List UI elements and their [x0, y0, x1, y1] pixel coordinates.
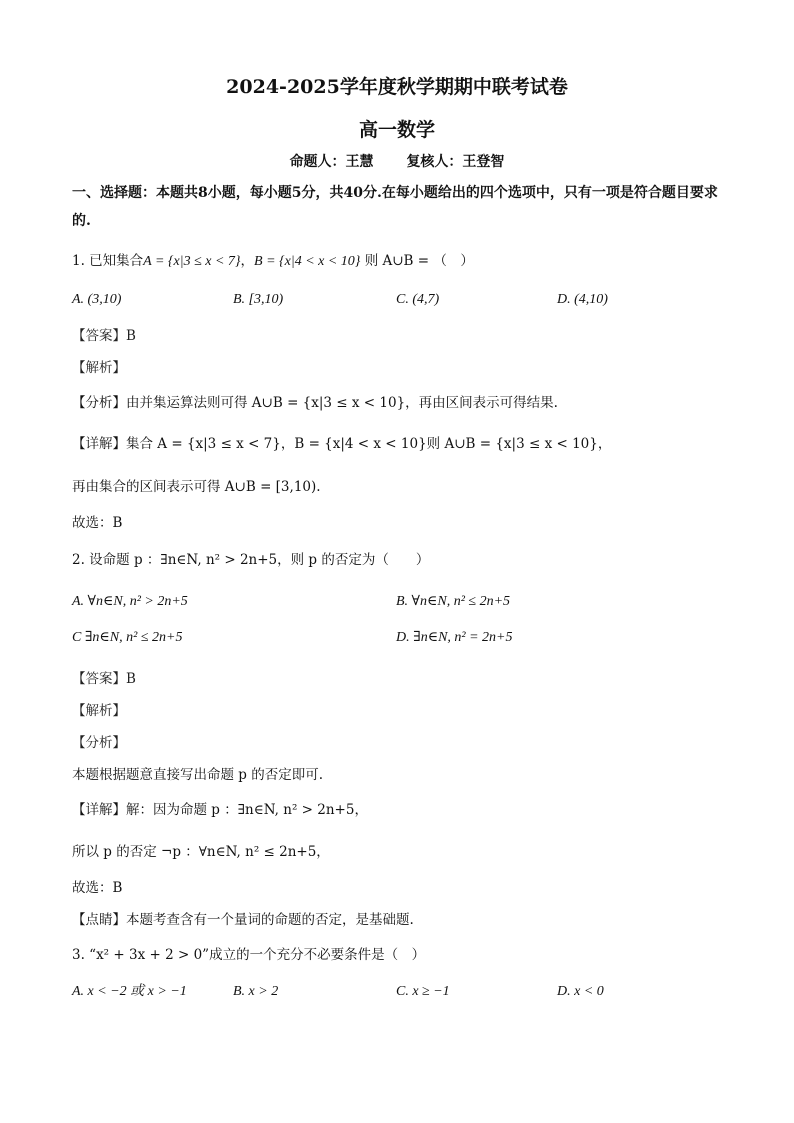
- q1-comma: ，: [240, 253, 255, 269]
- q1-prefix: 1. 已知集合: [72, 253, 144, 269]
- q2-option-b: B. ∀n∈N, n² ≤ 2n+5: [396, 594, 511, 609]
- question-2-stem: 2. 设命题 p ：∃n∈N, n² > 2n+5，则 p 的否定为（ ）: [72, 552, 430, 568]
- q1-set-a: A = {x|3 ≤ x < 7}: [143, 254, 241, 269]
- exam-subject: 高一数学: [358, 119, 435, 141]
- q1-analysis-tag: 【解析】: [72, 360, 126, 376]
- author-line: [0, 151, 794, 171]
- q2-option-c: C ∃n∈N, n² ≤ 2n+5: [72, 630, 183, 645]
- q3-option-b: B. x > 2: [233, 984, 279, 999]
- question-3-stem: 3. “x² + 3x + 2 > 0”成立的一个充分不必要条件是（ ）: [72, 947, 426, 963]
- q2-fenxi: 本题根据题意直接写出命题 p 的否定即可.: [72, 767, 324, 783]
- q2-detail-2: 所以 p 的否定 ¬p ：∀n∈N, n² ≤ 2n+5，: [72, 844, 330, 860]
- q3-option-d: D. x < 0: [557, 984, 604, 999]
- section-heading: 一、选择题：本题共8小题，每小题5分，共40分.在每小题给出的四个选项中，只有一项是符合题目要求的.: [72, 185, 718, 229]
- q2-option-d: D. ∃n∈N, n² = 2n+5: [396, 630, 513, 645]
- q2-answer: 【答案】B: [72, 671, 136, 687]
- q1-option-b: B. [3,10): [233, 292, 284, 307]
- q1-option-d: D. (4,10): [557, 292, 608, 307]
- q2-analysis-tag: 【解析】: [72, 703, 126, 719]
- q2-conclusion: 故选：B: [72, 880, 123, 896]
- q1-set-b: B = {x|4 < x < 10}: [254, 254, 361, 269]
- q1-option-a: A. (3,10): [72, 292, 122, 307]
- q2-detail: 【详解】解：因为命题 p ：∃n∈N, n² > 2n+5，: [72, 802, 368, 818]
- q3-option-a: A. x < −2 或 x > −1: [72, 984, 187, 999]
- q1-answer: 【答案】B: [72, 328, 136, 344]
- exam-title: 2024-2025学年度秋学期期中联考试卷: [226, 76, 568, 98]
- q2-option-a: A. ∀n∈N, n² > 2n+5: [72, 594, 188, 609]
- q1-detail: 【详解】集合 A = {x|3 ≤ x < 7}，B = {x|4 < x < 10}则 A∪B = {x|3 ≤ x < 10}，: [72, 436, 612, 452]
- q3-option-c: C. x ≥ −1: [396, 984, 450, 999]
- q2-fenxi-tag: 【分析】: [72, 735, 126, 751]
- author: 命题人：王慧: [289, 154, 374, 170]
- q2-comment: 【点睛】本题考查含有一个量词的命题的否定，是基础题.: [72, 912, 414, 928]
- q1-conclusion: 故选：B: [72, 515, 123, 531]
- q1-suffix: 则 A∪B = （ ）: [364, 253, 474, 269]
- q1-option-c: C. (4,7): [396, 292, 440, 307]
- q1-fenxi: 【分析】由并集运算法则可得 A∪B = {x|3 ≤ x < 10}，再由区间表示可得结果.: [72, 395, 558, 411]
- q1-detail-2: 再由集合的区间表示可得 A∪B = [3,10).: [72, 479, 321, 495]
- question-1-stem: [72, 252, 474, 271]
- reviewer: 复核人：王登智: [406, 154, 505, 170]
